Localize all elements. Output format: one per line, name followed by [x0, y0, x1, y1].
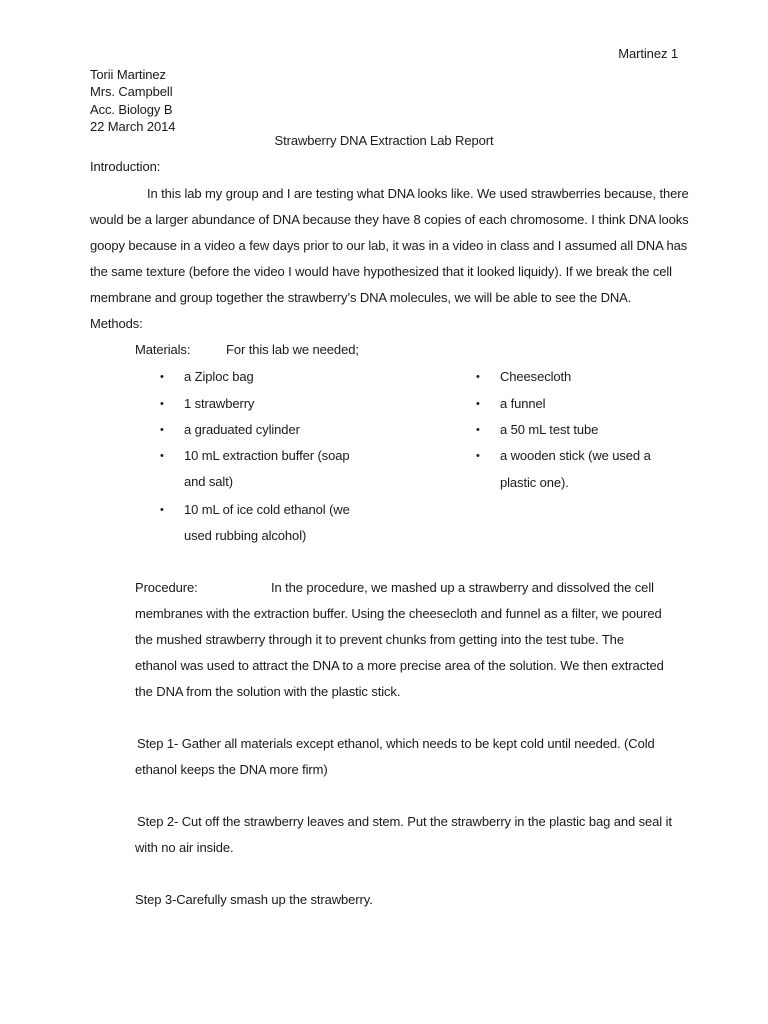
step-2: Step 2- Cut off the strawberry leaves and stem. Put the strawberry in the plastic bag and seal it: [137, 814, 672, 829]
bullet-icon: •: [160, 424, 164, 436]
material-item-continued: plastic one).: [500, 475, 569, 490]
step-1-continued: ethanol keeps the DNA more firm): [135, 762, 328, 777]
step-2-continued: with no air inside.: [135, 840, 234, 855]
material-item: a graduated cylinder: [184, 422, 300, 437]
bullet-icon: •: [160, 398, 164, 410]
introduction-line: In this lab my group and I are testing what DNA looks like. We used strawberries because, there: [147, 186, 689, 201]
bullet-icon: •: [476, 398, 480, 410]
methods-heading: Methods:: [90, 316, 143, 331]
introduction-line: goopy because in a video a few days prior to our lab, it was in a video in class and I assumed all DNA has: [90, 238, 688, 253]
material-item-continued: used rubbing alcohol): [184, 528, 307, 543]
procedure-line: the DNA from the solution with the plastic stick.: [135, 684, 401, 699]
bullet-icon: •: [160, 371, 164, 383]
introduction-heading: Introduction:: [90, 159, 161, 174]
introduction-line: would be a larger abundance of DNA because they have 8 copies of each chromosome. I think DNA looks: [90, 212, 689, 227]
bullet-icon: •: [476, 424, 480, 436]
report-title: Strawberry DNA Extraction Lab Report: [274, 133, 494, 148]
report-date: 22 March 2014: [90, 119, 176, 134]
bullet-icon: •: [160, 504, 164, 516]
procedure-line: the mushed strawberry through it to prevent chunks from getting into the test tube. The: [135, 632, 624, 647]
material-item: a funnel: [500, 396, 546, 411]
material-item: a Ziploc bag: [184, 369, 254, 384]
introduction-line: the same texture (before the video I would have hypothesized that it looked liquidy). If we break the cell: [90, 264, 672, 279]
student-name: Torii Martinez: [90, 67, 166, 82]
material-item: Cheesecloth: [500, 369, 572, 384]
procedure-line: ethanol was used to attract the DNA to a more precise area of the solution. We then extracted: [135, 658, 664, 673]
material-item: 10 mL of ice cold ethanol (we: [184, 502, 350, 517]
teacher-name: Mrs. Campbell: [90, 84, 173, 99]
material-item: a 50 mL test tube: [500, 422, 599, 437]
material-item: a wooden stick (we used a: [500, 448, 651, 463]
procedure-heading: Procedure:: [135, 580, 198, 595]
materials-label: Materials:: [135, 342, 191, 357]
bullet-icon: •: [160, 450, 164, 462]
page-header-number: Martinez 1: [618, 46, 678, 61]
course-name: Acc. Biology B: [90, 102, 173, 117]
material-item: 10 mL extraction buffer (soap: [184, 448, 350, 463]
step-3: Step 3-Carefully smash up the strawberry.: [135, 892, 373, 907]
material-item-continued: and salt): [184, 474, 233, 489]
step-1: Step 1- Gather all materials except ethanol, which needs to be kept cold until needed. (Cold: [137, 736, 655, 751]
materials-intro: For this lab we needed;: [226, 342, 359, 357]
material-item: 1 strawberry: [184, 396, 255, 411]
procedure-line: membranes with the extraction buffer. Using the cheesecloth and funnel as a filter, we poured: [135, 606, 662, 621]
bullet-icon: •: [476, 371, 480, 383]
introduction-line: membrane and group together the strawberry’s DNA molecules, we will be able to see the DNA.: [90, 290, 632, 305]
procedure-line: In the procedure, we mashed up a strawberry and dissolved the cell: [271, 580, 654, 595]
bullet-icon: •: [476, 450, 480, 462]
